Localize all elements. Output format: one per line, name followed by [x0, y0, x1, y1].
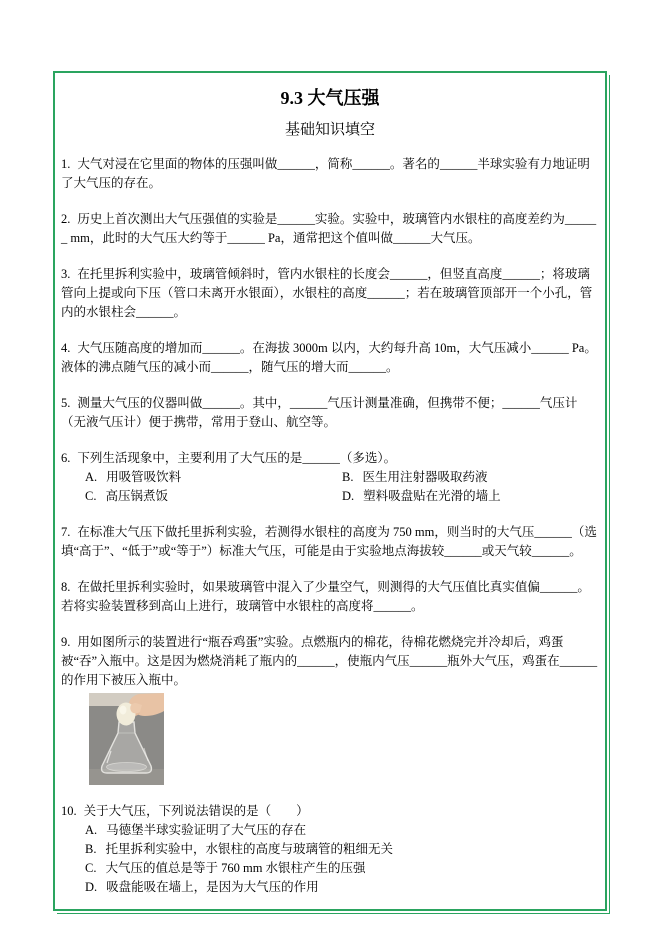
- question-number: 3.: [61, 267, 71, 281]
- question-10-options: [61, 821, 599, 897]
- option-b: [342, 468, 599, 487]
- question-number: 7.: [61, 525, 71, 539]
- question-7: [61, 523, 599, 561]
- option-c: [85, 859, 599, 878]
- option-label: B.: [342, 470, 354, 484]
- question-text: 大气压随高度的增加而______。在海拔 3000m 以内，大约每升高 10m，大气压减小______ Pa。液体的沸点随气压的减小而______，随气压的增大而______。: [61, 341, 597, 374]
- question-5: [61, 394, 599, 432]
- page-subtitle: 基础知识填空: [284, 122, 375, 138]
- question-10: [61, 802, 599, 897]
- option-label: D.: [342, 489, 355, 503]
- page-title: 9.3 大气压强: [280, 88, 380, 108]
- question-number: 2.: [61, 212, 71, 226]
- option-b: [85, 840, 599, 859]
- option-label: C.: [85, 861, 97, 875]
- option-label: B.: [85, 842, 97, 856]
- question-text: 在标准大气压下做托里拆利实验，若测得水银柱的高度为 750 mm，则当时的大气压______（选填“高于”、“低于”或“等于”）标准大气压，可能是由于实验地点海拔较______或天气较______。: [61, 525, 597, 558]
- option-text: 用吸管吸饮料: [106, 470, 182, 484]
- option-text: 医生用注射器吸取药液: [362, 470, 488, 484]
- question-8: [61, 578, 599, 616]
- option-label: A.: [85, 823, 98, 837]
- question-3: [61, 265, 599, 322]
- option-text: 高压锅煮饭: [105, 489, 168, 503]
- option-a: [85, 468, 342, 487]
- option-label: D.: [85, 880, 98, 894]
- option-d: [342, 487, 599, 506]
- egg-on-flask-figure: [89, 693, 164, 785]
- option-text: 托里拆利实验中，水银柱的高度与玻璃管的粗细无关: [105, 842, 393, 856]
- question-number: 6.: [61, 451, 71, 465]
- option-text: 大气压的值总是等于 760 mm 水银柱产生的压强: [105, 861, 366, 875]
- question-text: 大气对浸在它里面的物体的压强叫做______，简称______。著名的______半球实验有力地证明了大气压的存在。: [61, 157, 590, 190]
- question-text: 下列生活现象中，主要利用了大气压的是______（多选）。: [77, 451, 397, 465]
- question-number: 10.: [61, 804, 77, 818]
- option-text: 塑料吸盘贴在光滑的墙上: [363, 489, 501, 503]
- question-4: [61, 339, 599, 377]
- option-d: [85, 878, 599, 897]
- question-2: [61, 210, 599, 248]
- question-number: 5.: [61, 396, 71, 410]
- option-a: [85, 821, 599, 840]
- question-number: 8.: [61, 580, 71, 594]
- question-text: 用如图所示的装置进行“瓶吞鸡蛋”实验。点燃瓶内的棉花，待棉花燃烧完并冷却后，鸡蛋被“吞”入瓶中。这是因为燃烧消耗了瓶内的______，使瓶内气压______瓶外大气压，鸡蛋在______的作用下被压入瓶中。: [61, 635, 598, 687]
- question-9: [61, 633, 599, 785]
- worksheet-page: [53, 71, 607, 911]
- question-number: 1.: [61, 157, 71, 171]
- question-6: [61, 449, 599, 506]
- option-text: 马德堡半球实验证明了大气压的存在: [106, 823, 307, 837]
- question-text: 关于大气压，下列说法错误的是（ ）: [83, 804, 309, 818]
- question-text: 历史上首次测出大气压强值的实验是______实验。实验中，玻璃管内水银柱的高度差约为______ mm，此时的大气压大约等于______ Pa，通常把这个值叫做______大气压。: [61, 212, 597, 245]
- question-6-options: [61, 468, 599, 506]
- question-1: [61, 155, 599, 193]
- question-text: 在托里拆利实验中，玻璃管倾斜时，管内水银柱的长度会______，但竖直高度______；将玻璃管向上提或向下压（管口未离开水银面），水银柱的高度______；若在玻璃管顶部开一个小孔，管内的水银柱会______。: [61, 267, 593, 319]
- option-label: A.: [85, 470, 98, 484]
- question-number: 9.: [61, 635, 71, 649]
- question-number: 4.: [61, 341, 71, 355]
- question-text: 在做托里拆利实验时，如果玻璃管中混入了少量空气，则测得的大气压值比真实值偏______。若将实验装置移到高山上进行，玻璃管中水银柱的高度将______。: [61, 580, 590, 613]
- option-c: [85, 487, 342, 506]
- option-label: C.: [85, 489, 97, 503]
- question-text: 测量大气压的仪器叫做______。其中，______气压计测量准确，但携带不便；______气压计（无液气压计）便于携带，常用于登山、航空等。: [61, 396, 578, 429]
- option-text: 吸盘能吸在墙上，是因为大气压的作用: [106, 880, 319, 894]
